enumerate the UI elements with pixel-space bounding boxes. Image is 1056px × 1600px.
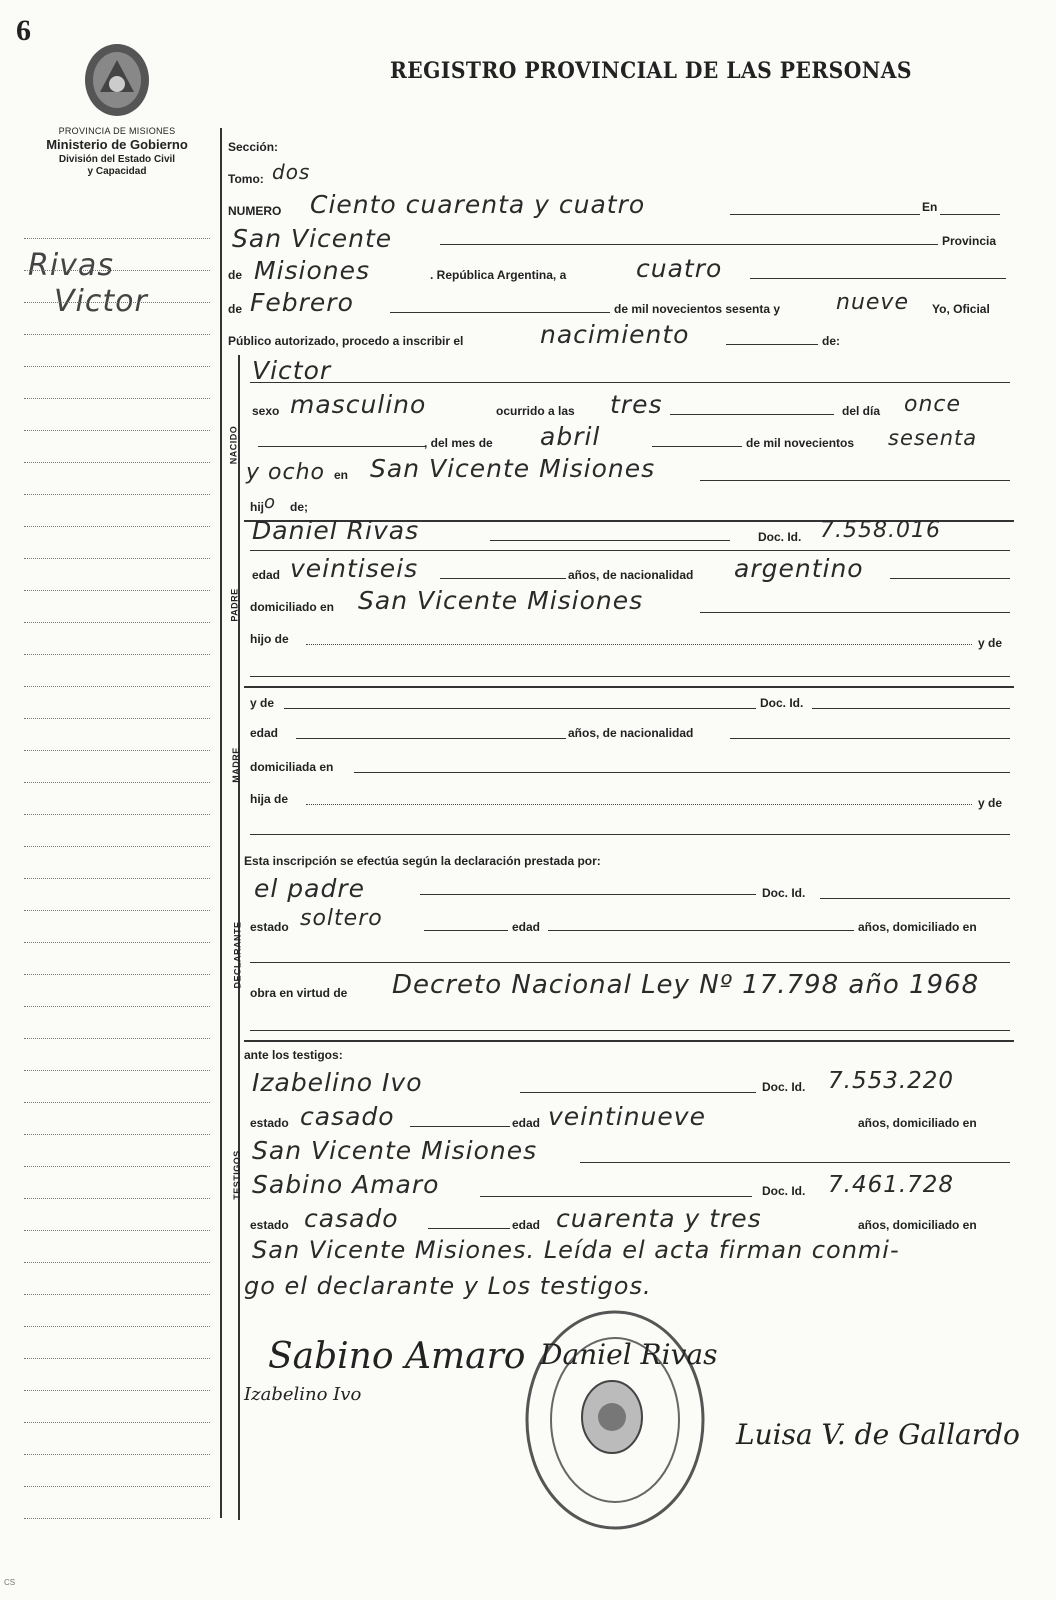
- padre-side-label: PADRE: [229, 588, 240, 622]
- obra-label: obra en virtud de: [250, 986, 348, 1000]
- nombre-value: Victor: [252, 356, 332, 385]
- line: [250, 962, 1010, 963]
- margin-dotted-line: [24, 750, 210, 751]
- page-number: 6: [16, 14, 31, 47]
- margin-dotted-line: [24, 334, 210, 335]
- line: [670, 414, 834, 415]
- scanner-mark: CS: [4, 1578, 16, 1587]
- padre-dom-value: San Vicente Misiones: [358, 586, 644, 615]
- testigo2-doc-label: Doc. Id.: [762, 1184, 806, 1198]
- obra-value: Decreto Nacional Ley Nº 17.798 año 1968: [392, 970, 980, 1000]
- margin-dotted-line: [24, 910, 210, 911]
- mes-value: abril: [540, 422, 601, 451]
- padre-doc-label: Doc. Id.: [758, 530, 802, 544]
- margin-dotted-line: [24, 878, 210, 879]
- en-label: En: [922, 200, 938, 214]
- numero-value: Ciento cuarenta y cuatro: [310, 190, 646, 219]
- margin-dotted-line: [24, 1326, 210, 1327]
- margin-dotted-line: [24, 590, 210, 591]
- line: [390, 312, 610, 313]
- hora-value: tres: [610, 390, 663, 419]
- mes-acta-value: Febrero: [250, 288, 354, 317]
- cierre-line1: San Vicente Misiones. Leída el acta firman conmi-: [252, 1236, 900, 1264]
- margin-dotted-line: [24, 1518, 210, 1519]
- dia-acta-value: cuatro: [636, 254, 723, 283]
- testigo1-estado-label: estado: [250, 1116, 289, 1130]
- line: [580, 1162, 1010, 1163]
- line: [750, 278, 1006, 279]
- margin-dotted-line: [24, 814, 210, 815]
- line: [250, 834, 1010, 835]
- margin-dotted-line: [24, 1230, 210, 1231]
- line: [730, 738, 1010, 739]
- hijo-de-label: hijo de: [250, 632, 289, 646]
- signature-izabelino-ivo: Izabelino Ivo: [244, 1384, 362, 1405]
- de2-label: de:: [822, 334, 840, 348]
- line: [258, 446, 426, 447]
- dia-value: once: [904, 392, 962, 417]
- declarante-edad-label: edad: [512, 920, 541, 934]
- madre-edad-label: edad: [250, 726, 279, 740]
- publico-label: Público autorizado, procedo a inscribir el: [228, 334, 464, 348]
- y-de-label: y de: [978, 636, 1003, 650]
- hija-de-label: hija de: [250, 792, 289, 806]
- anio-acta-value: nueve: [836, 290, 909, 315]
- margin-given-name: Victor: [54, 284, 148, 319]
- line: [250, 1030, 1010, 1031]
- declarante-doc-label: Doc. Id.: [762, 886, 806, 900]
- margin-dotted-line: [24, 398, 210, 399]
- ante-label: ante los testigos:: [244, 1048, 343, 1062]
- divider: [244, 686, 1014, 688]
- del-dia-label: del día: [842, 404, 881, 418]
- line: [700, 612, 1010, 613]
- edad-label: edad: [252, 568, 281, 582]
- hij-label: hij: [250, 500, 264, 514]
- cierre-line2: go el declarante y Los testigos.: [244, 1272, 652, 1300]
- margin-dotted-line: [24, 1294, 210, 1295]
- margin-dotted-line: [24, 430, 210, 431]
- margin-dotted-line: [24, 1134, 210, 1135]
- de-mil-nov-label: de mil novecientos: [746, 436, 855, 450]
- domiciliado-label: domiciliado en: [250, 600, 335, 614]
- provincia-label: Provincia: [942, 234, 997, 248]
- provincia-value: Misiones: [254, 256, 371, 285]
- madre-doc-label: Doc. Id.: [760, 696, 804, 710]
- margin-dotted-line: [24, 238, 210, 239]
- madre-dom-label: domiciliada en: [250, 760, 334, 774]
- margin-surname: Rivas: [28, 248, 114, 283]
- line: [306, 644, 972, 645]
- provincial-seal-icon: [78, 40, 156, 120]
- padre-nac-value: argentino: [734, 554, 864, 583]
- testigo2-anos-label: años, domiciliado en: [858, 1218, 977, 1232]
- margin-dotted-line: [24, 270, 210, 271]
- line: [812, 708, 1010, 709]
- declarante-anos-label: años, domiciliado en: [858, 920, 977, 934]
- line: [424, 930, 508, 931]
- numero-label: NUMERO: [228, 204, 282, 218]
- yo-oficial-label: Yo, Oficial: [932, 302, 990, 316]
- line: [250, 382, 1010, 383]
- hij-suffix: o: [264, 492, 277, 513]
- testigo2-edad-label: edad: [512, 1218, 541, 1232]
- margin-dotted-line: [24, 942, 210, 943]
- margin-dotted-line: [24, 1038, 210, 1039]
- margin-dotted-line: [24, 782, 210, 783]
- margin-dotted-line: [24, 1390, 210, 1391]
- line: [428, 1228, 510, 1229]
- anio2-value: y ocho: [246, 460, 325, 485]
- margin-dotted-line: [24, 686, 210, 687]
- margin-dotted-line: [24, 558, 210, 559]
- margin-dotted-line: [24, 1006, 210, 1007]
- margin-dotted-line: [24, 1070, 210, 1071]
- de-label: de: [228, 268, 243, 282]
- declarante-estado-label: estado: [250, 920, 289, 934]
- margin-dotted-line: [24, 1102, 210, 1103]
- margin-dotted-line: [24, 1422, 210, 1423]
- lugar-nac-value: San Vicente Misiones: [370, 454, 656, 483]
- margin-dotted-line: [24, 1198, 210, 1199]
- divider: [244, 1040, 1014, 1042]
- line: [250, 550, 1010, 551]
- line: [700, 480, 1010, 481]
- padre-doc-value: 7.558.016: [820, 518, 941, 543]
- declarante-estado-value: soltero: [300, 906, 383, 931]
- margin-dotted-line: [24, 974, 210, 975]
- acto-value: nacimiento: [540, 320, 690, 349]
- signature-daniel-rivas: Daniel Rivas: [540, 1338, 718, 1371]
- de3-label: de;: [290, 500, 308, 514]
- madre-anos-label: años, de nacionalidad: [568, 726, 694, 740]
- republica-label: . República Argentina, a: [430, 268, 567, 282]
- madre-y-de3-label: y de: [978, 796, 1003, 810]
- declarante-value: el padre: [254, 874, 365, 903]
- tomo-label: Tomo:: [228, 172, 264, 186]
- line: [652, 446, 742, 447]
- testigo1-edad-label: edad: [512, 1116, 541, 1130]
- madre-side-label: MADRE: [230, 747, 241, 783]
- line: [306, 804, 972, 805]
- ocurrido-label: ocurrido a las: [496, 404, 575, 418]
- margin-dotted-line: [24, 1486, 210, 1487]
- signature-oficial: Luisa V. de Gallardo: [736, 1418, 1020, 1451]
- margin-dotted-line: [24, 718, 210, 719]
- margin-divider: [220, 128, 222, 1518]
- anos-nac-label: años, de nacionalidad: [568, 568, 694, 582]
- testigo2-value: Sabino Amaro: [252, 1170, 440, 1199]
- line: [250, 676, 1010, 677]
- testigo1-doc-label: Doc. Id.: [762, 1080, 806, 1094]
- lugar-value: San Vicente: [232, 224, 393, 253]
- tomo-value: dos: [272, 160, 311, 184]
- testigo2-doc-value: 7.461.728: [828, 1172, 955, 1198]
- padre-nombre-value: Daniel Rivas: [252, 516, 420, 545]
- esta-inscripcion-label: Esta inscripción se efectúa según la declaración prestada por:: [244, 854, 601, 868]
- testigo2-estado-value: casado: [304, 1204, 399, 1233]
- line: [440, 244, 938, 245]
- province-line: PROVINCIA DE MISIONES: [58, 126, 176, 136]
- line: [354, 772, 1010, 773]
- de-mil-label: de mil novecientos sesenta y: [614, 302, 781, 316]
- line: [520, 1092, 756, 1093]
- margin-dotted-line: [24, 654, 210, 655]
- line: [890, 578, 1010, 579]
- line: [480, 1196, 752, 1197]
- margin-dotted-line: [24, 494, 210, 495]
- testigo1-anos-label: años, domiciliado en: [858, 1116, 977, 1130]
- madre-y-de-label: y de: [250, 696, 275, 710]
- margin-dotted-line: [24, 1454, 210, 1455]
- en2-label: en: [334, 468, 349, 482]
- sexo-label: sexo: [252, 404, 280, 418]
- testigos-side-label: TESTIGOS: [231, 1150, 242, 1200]
- padre-edad-value: veintiseis: [290, 554, 419, 583]
- testigo1-edad-value: veintinueve: [548, 1102, 706, 1131]
- testigo1-value: Izabelino Ivo: [252, 1068, 423, 1097]
- division-name: División del Estado Civil: [58, 153, 176, 165]
- line: [730, 214, 920, 215]
- line: [490, 540, 730, 541]
- ministry-name: Ministerio de Gobierno: [46, 137, 188, 153]
- testigo1-dom-value: San Vicente Misiones: [252, 1136, 538, 1165]
- signature-sabino-amaro: Sabino Amaro: [268, 1336, 526, 1377]
- ministry-header: [12, 126, 222, 179]
- page-title: REGISTRO PROVINCIAL DE LAS PERSONAS: [390, 58, 912, 84]
- margin-dotted-line: [24, 1262, 210, 1263]
- line: [820, 898, 1010, 899]
- line: [548, 930, 854, 931]
- sexo-value: masculino: [290, 390, 427, 419]
- margin-dotted-line: [24, 462, 210, 463]
- line: [440, 578, 566, 579]
- testigo1-estado-value: casado: [300, 1102, 395, 1131]
- line: [726, 344, 818, 345]
- line: [296, 738, 566, 739]
- testigo2-estado-label: estado: [250, 1218, 289, 1232]
- nacido-side-label: NACIDO: [228, 425, 239, 465]
- division-name-2: y Capacidad: [87, 166, 147, 177]
- seccion-label: Sección:: [228, 140, 279, 154]
- line: [410, 1126, 510, 1127]
- de-label: de: [228, 302, 243, 316]
- line: [420, 894, 756, 895]
- margin-dotted-line: [24, 1166, 210, 1167]
- margin-dotted-line: [24, 302, 210, 303]
- margin-dotted-line: [24, 846, 210, 847]
- del-mes-label: , del mes de: [424, 436, 493, 450]
- line: [940, 214, 1000, 215]
- margin-dotted-line: [24, 366, 210, 367]
- margin-dotted-line: [24, 622, 210, 623]
- margin-dotted-line: [24, 526, 210, 527]
- declarante-side-label: DECLARANTE: [232, 921, 243, 989]
- line: [284, 708, 756, 709]
- margin-dotted-line: [24, 1358, 210, 1359]
- anio1-value: sesenta: [888, 426, 978, 450]
- testigo1-doc-value: 7.553.220: [828, 1068, 955, 1094]
- testigo2-edad-value: cuarenta y tres: [556, 1204, 762, 1233]
